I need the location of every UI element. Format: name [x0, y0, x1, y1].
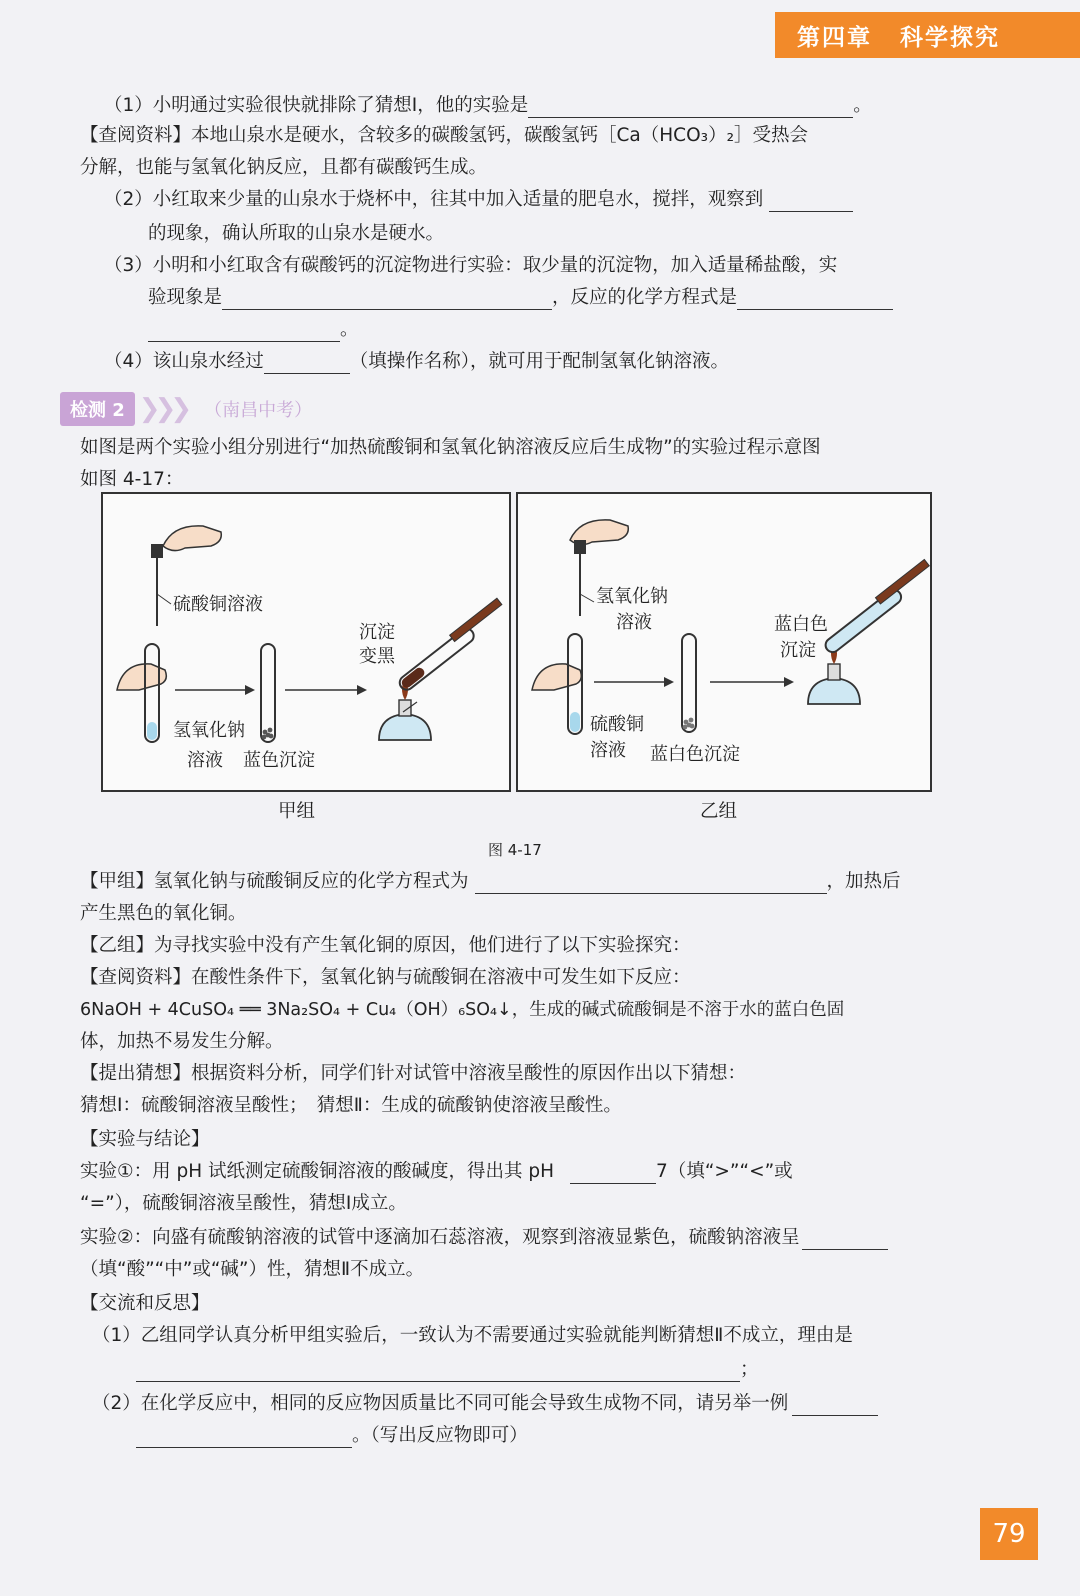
group-a-result: 产生黑色的氧化铜。	[80, 903, 247, 924]
label-reagent-b1: 氢氧化钠	[596, 586, 668, 607]
experiment-title: 【实验与结论】	[80, 1129, 210, 1150]
experiment-1a: 实验①：用 pH 试纸测定硫酸铜溶液的酸碱度，得出其 pH 7（填“>”“<”或	[80, 1161, 793, 1182]
hypotheses: 猜想Ⅰ：硫酸铜溶液呈酸性； 猜想Ⅱ：生成的硫酸钠使溶液呈酸性。	[80, 1095, 622, 1116]
answer-blank[interactable]	[570, 1163, 656, 1184]
answer-blank[interactable]	[148, 321, 340, 342]
group-a-name: 甲组	[278, 801, 316, 822]
answer-blank[interactable]	[264, 353, 350, 374]
hypothesis-title: 【提出猜想】根据资料分析，同学们针对试管中溶液呈酸性的原因作出以下猜想：	[80, 1063, 747, 1084]
reference-1a: 【查阅资料】本地山泉水是硬水，含较多的碳酸氢钙，碳酸氢钙［Ca（HCO₃）₂］受热会	[80, 125, 808, 146]
discussion-1b: ；	[136, 1358, 759, 1382]
question-4: （4）该山泉水经过 （填操作名称），就可用于配制氢氧化钠溶液。	[104, 351, 730, 372]
label-reagent-a: 硫酸铜溶液	[173, 594, 263, 615]
question-3b: 验现象是 ，反应的化学方程式是	[148, 286, 893, 310]
question-1: （1）小明通过实验很快就排除了猜想Ⅰ，他的实验是 。	[104, 95, 872, 116]
answer-blank[interactable]	[222, 289, 552, 310]
label-tube2-b: 蓝白色沉淀	[650, 744, 740, 765]
question-3c: 。	[148, 318, 359, 342]
page-number: 79	[980, 1508, 1038, 1560]
question-2b: 的现象，确认所取的山泉水是硬水。	[148, 223, 445, 244]
answer-blank[interactable]	[737, 289, 893, 310]
reference-2: 【查阅资料】在酸性条件下，氢氧化钠与硫酸铜在溶液中可发生如下反应：	[80, 967, 691, 988]
answer-blank[interactable]	[136, 1427, 352, 1448]
experiment-1b: “=”），硫酸铜溶液呈酸性，猜想Ⅰ成立。	[80, 1193, 407, 1214]
chevrons-icon: ❯❯❯	[138, 394, 187, 424]
label-heat-b2: 沉淀	[780, 640, 816, 661]
section-label: 检测 2	[60, 392, 135, 426]
group-a-equation: 【甲组】氢氧化钠与硫酸铜反应的化学方程式为 ，加热后	[80, 871, 901, 892]
answer-blank[interactable]	[136, 1361, 740, 1382]
answer-blank[interactable]	[802, 1229, 888, 1250]
label-tube1-a1: 氢氧化钠	[173, 720, 245, 741]
figure-group-b	[516, 492, 932, 792]
label-heat-a1: 沉淀	[359, 622, 395, 643]
label-reagent-b2: 溶液	[616, 612, 652, 633]
label-heat-a2: 变黑	[359, 646, 395, 667]
chapter-header	[775, 12, 1080, 58]
reference-1b: 分解，也能与氢氧化钠反应，且都有碳酸钙生成。	[80, 157, 488, 178]
label-heat-b1: 蓝白色	[774, 614, 828, 635]
answer-blank[interactable]	[528, 97, 853, 118]
answer-blank[interactable]	[769, 191, 853, 212]
reaction-note: 体，加热不易发生分解。	[80, 1031, 284, 1052]
answer-blank[interactable]	[792, 1395, 878, 1416]
experiment-2b: （填“酸”“中”或“碱”）性，猜想Ⅱ不成立。	[80, 1259, 425, 1280]
chapter-title: 科学探究	[900, 24, 1000, 51]
figure-caption: 图 4-17	[488, 841, 542, 859]
discussion-title: 【交流和反思】	[80, 1293, 210, 1314]
discussion-2b: 。（写出反应物即可）	[136, 1424, 528, 1448]
group-a-illustration	[103, 494, 509, 790]
intro-b: 如图 4-17：	[80, 469, 184, 490]
intro-a: 如图是两个实验小组分别进行“加热硫酸铜和氢氧化钠溶液反应后生成物”的实验过程示意图	[80, 437, 821, 458]
group-b-name: 乙组	[700, 801, 738, 822]
reaction-equation: 6NaOH + 4CuSO₄ ══ 3Na₂SO₄ + Cu₄（OH）₆SO₄↓，生成的碱式硫酸铜是不溶于水的蓝白色固	[80, 1000, 845, 1020]
label-tube1-b1: 硫酸铜	[590, 714, 644, 735]
experiment-2a: 实验②：向盛有硫酸钠溶液的试管中逐滴加石蕊溶液，观察到溶液显紫色，硫酸钠溶液呈	[80, 1226, 888, 1250]
chapter-number: 第四章	[797, 24, 872, 51]
label-tube1-b2: 溶液	[590, 740, 626, 761]
discussion-2a: （2）在化学反应中，相同的反应物因质量比不同可能会导致生成物不同，请另举一例	[92, 1392, 878, 1416]
label-tube1-a2: 溶液	[187, 750, 223, 771]
question-2a: （2）小红取来少量的山泉水于烧杯中，往其中加入适量的肥皂水，搅拌，观察到	[104, 188, 853, 212]
question-3a: （3）小明和小红取含有碳酸钙的沉淀物进行实验：取少量的沉淀物，加入适量稀盐酸，实	[104, 255, 838, 276]
section-source: （南昌中考）	[204, 400, 313, 421]
label-tube2-a: 蓝色沉淀	[243, 750, 315, 771]
answer-blank[interactable]	[475, 873, 827, 894]
section-tag	[60, 392, 312, 426]
discussion-1a: （1）乙组同学认真分析甲组实验后，一致认为不需要通过实验就能判断猜想Ⅱ不成立，理由是	[92, 1325, 853, 1346]
figure-group-a	[101, 492, 511, 792]
group-b-intro: 【乙组】为寻找实验中没有产生氧化铜的原因，他们进行了以下实验探究：	[80, 935, 691, 956]
